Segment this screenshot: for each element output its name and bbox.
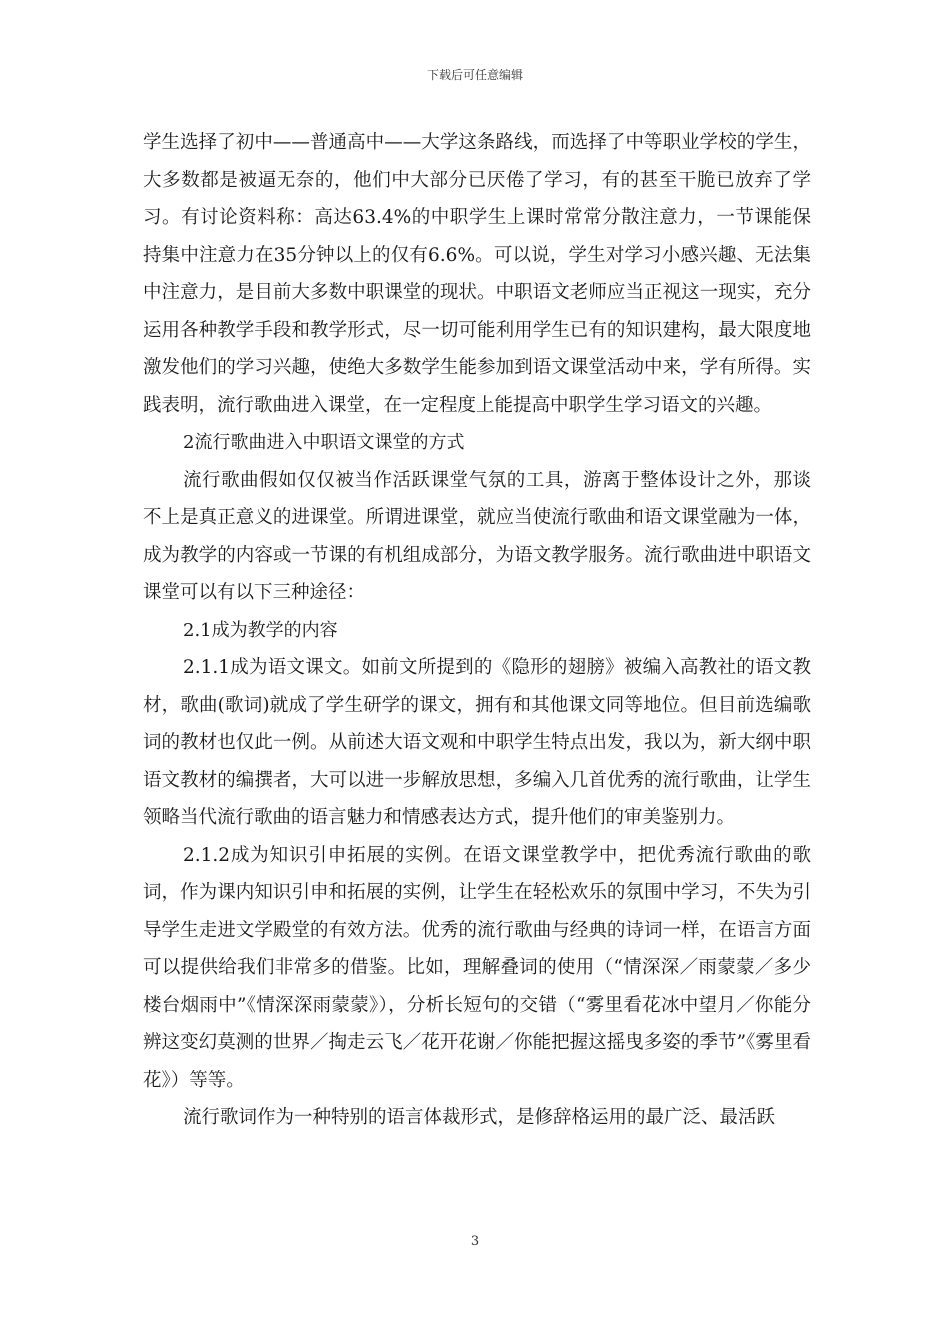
page-header: 下载后可任意编辑 bbox=[426, 68, 523, 82]
document-body bbox=[143, 124, 811, 1137]
paragraph-2-1-2: 2.1.2成为知识引申拓展的实例。在语文课堂教学中，把优秀流行歌曲的歌词，作为课内知识引申和拓展的实例，让学生在轻松欢乐的氛围中学习，不失为引导学生走进文学殿堂的有效方法。优秀的流行歌曲与经典的诗词一样，在语言方面可以提供给我们非常多的借鉴。比如，理解叠词的使用（“情深深／雨蒙蒙／多少楼台烟雨中”《情深深雨蒙蒙》），分析长短句的交错（“雾里看花冰中望月／你能分辨这变幻莫测的世界／掏走云飞／花开花谢／你能把握这摇曳多姿的季节”《雾里看花》）等等。 bbox=[143, 844, 811, 1091]
subsection-heading-2-1: 2.1成为教学的内容 bbox=[183, 619, 338, 641]
paragraph-lyrics-rhetoric: 流行歌词作为一种特别的语言体裁形式，是修辞格运用的最广泛、最活跃 bbox=[183, 1107, 776, 1128]
paragraph-section-2-intro: 流行歌曲假如仅仅被当作活跃课堂气氛的工具，游离于整体设计之外，那谈不上是真正意义的进课堂。所谓进课堂，就应当使流行歌曲和语文课堂融为一体，成为教学的内容或一节课的有机组成部分，为语文教学服务。流行歌曲进中职语文课堂可以有以下三种途径： bbox=[143, 469, 811, 603]
section-heading-2: 2流行歌曲进入中职语文课堂的方式 bbox=[183, 432, 465, 453]
page-number: 3 bbox=[470, 1234, 480, 1249]
paragraph-continuation: 学生选择了初中——普通高中——大学这条路线，而选择了中等职业学校的学生，大多数都是被逼无奈的，他们中大部分已厌倦了学习，有的甚至干脆已放弃了学习。有讨论资料称：高达63.4%的中职学生上课时常常分散注意力，一节课能保持集中注意力在35分钟以上的仅有6.6%。可以说，学生对学习小感兴趣、无法集中注意力，是目前大多数中职课堂的现状。中职语文老师应当正视这一现实，充分运用各种教学手段和教学形式，尽一切可能利用学生已有的知识建构，最大限度地激发他们的学习兴趣，使绝大多数学生能参加到语文课堂活动中来，学有所得。实践表明，流行歌曲进入课堂，在一定程度上能提高中职学生学习语文的兴趣。 bbox=[143, 132, 811, 416]
paragraph-2-1-1: 2.1.1成为语文课文。如前文所提到的《隐形的翅膀》被编入高教社的语文教材，歌曲(歌词)就成了学生研学的课文，拥有和其他课文同等地位。但目前选编歌词的教材也仅此一例。从前述大语文观和中职学生特点出发，我以为，新大纲中职语文教材的编撰者，大可以进一步解放思想，多编入几首优秀的流行歌曲，让学生领略当代流行歌曲的语言魅力和情感表达方式，提升他们的审美鉴别力。 bbox=[143, 657, 811, 828]
